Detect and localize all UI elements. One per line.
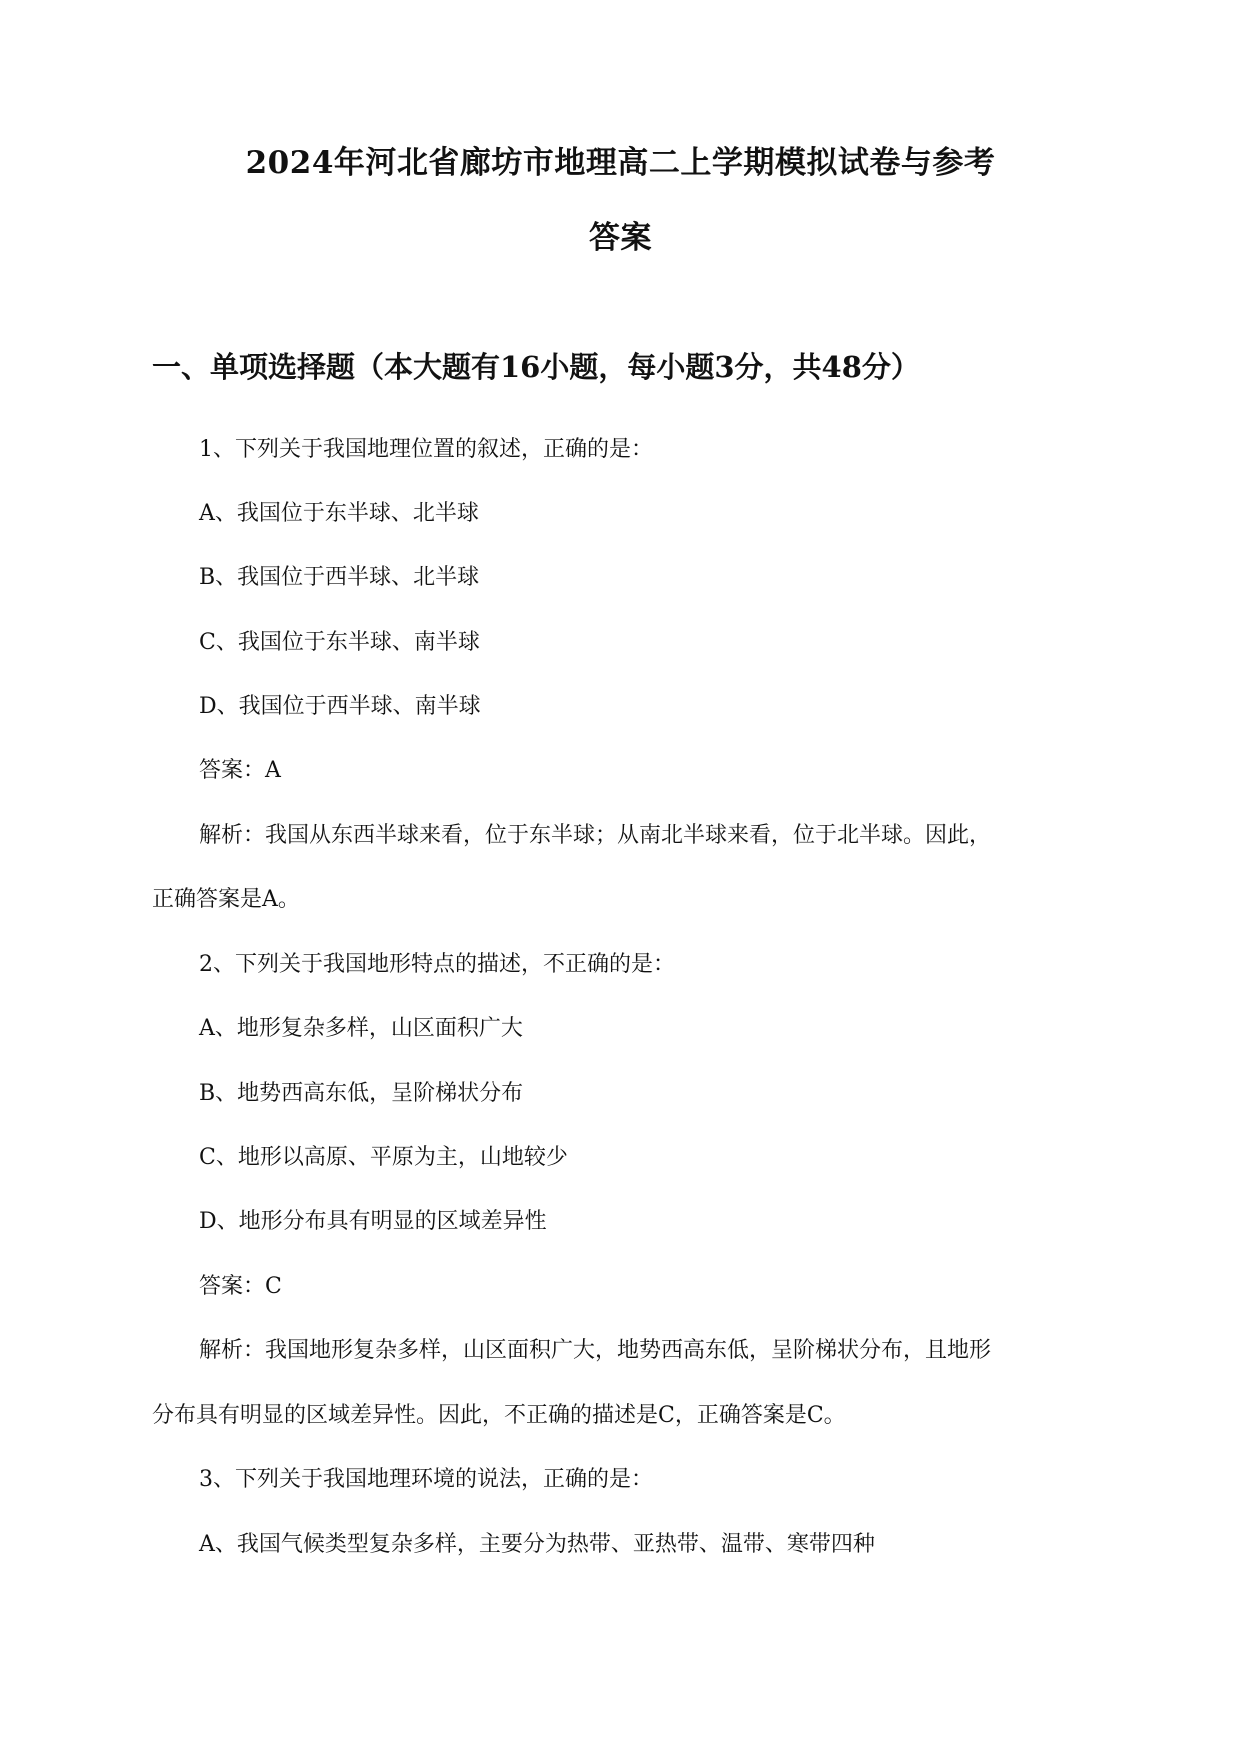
question-3-stem: 3、下列关于我国地理环境的说法，正确的是： — [199, 1467, 653, 1492]
question-2-stem: 2、下列关于我国地形特点的描述，不正确的是： — [199, 952, 675, 977]
section-heading: 一、单项选择题（本大题有16小题，每小题3分，共48分） — [152, 350, 920, 384]
document-title-line-1: 2024年河北省廊坊市地理高二上学期模拟试卷与参考 — [245, 145, 996, 181]
question-2-option-c: C、地形以高原、平原为主，山地较少 — [199, 1145, 568, 1170]
question-2-analysis-line-2: 分布具有明显的区域差异性。因此，不正确的描述是C，正确答案是C。 — [152, 1403, 846, 1428]
document-title-line-2: 答案 — [589, 220, 652, 256]
question-1-answer: 答案：A — [199, 758, 281, 783]
question-2-analysis-line-1: 解析：我国地形复杂多样，山区面积广大，地势西高东低，呈阶梯状分布，且地形 — [199, 1338, 992, 1363]
question-1-option-d: D、我国位于西半球、南半球 — [199, 694, 481, 719]
question-1-stem: 1、下列关于我国地理位置的叙述，正确的是： — [199, 437, 653, 462]
question-1-option-a: A、我国位于东半球、北半球 — [199, 501, 479, 526]
question-2-option-d: D、地形分布具有明显的区域差异性 — [199, 1209, 547, 1234]
question-2-answer: 答案：C — [199, 1274, 282, 1299]
question-1-option-b: B、我国位于西半球、北半球 — [199, 565, 480, 590]
question-2-option-a: A、地形复杂多样，山区面积广大 — [199, 1016, 523, 1041]
question-1-analysis-line-2: 正确答案是A。 — [152, 887, 300, 912]
question-2-option-b: B、地势西高东低，呈阶梯状分布 — [199, 1081, 524, 1106]
question-1-option-c: C、我国位于东半球、南半球 — [199, 630, 480, 655]
question-1-analysis-line-1: 解析：我国从东西半球来看，位于东半球；从南北半球来看，位于北半球。因此， — [199, 823, 992, 848]
question-3-option-a: A、我国气候类型复杂多样，主要分为热带、亚热带、温带、寒带四种 — [199, 1532, 875, 1557]
